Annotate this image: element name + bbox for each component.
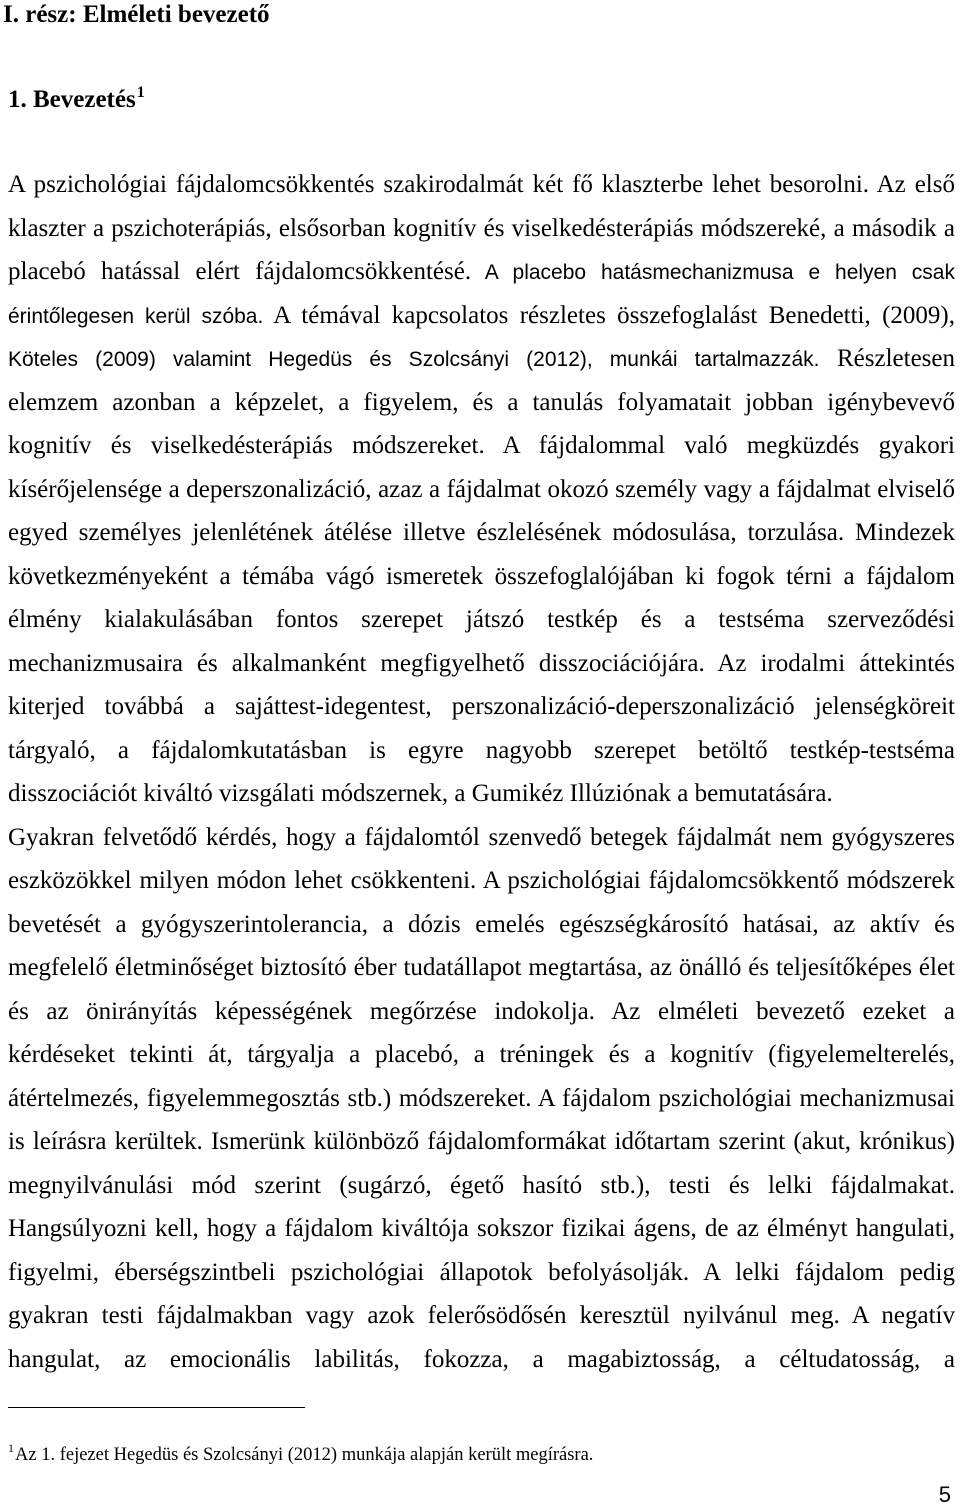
text-segment: mechanizmusaira és alkalmanként megfigyelhető disszociációjára. Az irodalmi áttekintés <box>8 649 955 677</box>
text-segment: A témával kapcsolatos részletes összefoglalást Benedetti, (2009), <box>263 301 955 329</box>
text-segment: gyakran testi fájdalmakban vagy azok felerősödősén keresztül nyilvánul meg. A negatív <box>8 1302 955 1329</box>
text-segment: A pszichológiai fájdalomcsökkentés szakirodalmát két fő klaszterbe lehet besorolni. Az első <box>8 171 955 198</box>
text-line <box>8 1077 955 1121</box>
text-line <box>8 1338 955 1382</box>
text-line <box>8 511 955 555</box>
text-line <box>8 946 955 990</box>
section-title-text: I. rész: Elméleti bevezető <box>3 1 270 28</box>
text-segment: A placebo hatásmechanizmusa e helyen csak <box>471 261 955 284</box>
text-line <box>8 685 955 729</box>
text-segment: disszociációt kiváltó vizsgálati módszernek, a Gumikéz Illúziónak a bemutatására. <box>8 780 833 807</box>
text-line <box>8 381 955 425</box>
footnote-mark: 1 <box>8 1441 14 1455</box>
text-segment: is leírásra kerültek. Ismerünk különböző fájdalomformákat időtartam szerint (akut, krónikus) <box>8 1128 955 1155</box>
text-segment: klaszter a pszichoterápiás, elsősorban kognitív és viselkedésterápiás módszereké, a második a <box>8 214 955 242</box>
footnote <box>8 1443 593 1467</box>
body-text <box>8 163 955 1383</box>
text-segment: Részletesen <box>819 345 955 372</box>
text-segment: Köteles (2009) valamint Hegedüs és Szolcsányi (2012), munkái tartalmazzák. <box>8 348 820 371</box>
text-line <box>8 468 955 512</box>
text-line <box>8 555 955 599</box>
text-segment: egyed személyes jelenlétének átélése illetve észlelésének módosulása, torzulása. Mindezek <box>8 519 955 546</box>
text-line <box>8 294 955 338</box>
text-segment: megfelelő életminőséget biztosító éber tudatállapot megtartása, az önálló és teljesítőképes élet <box>8 954 955 981</box>
text-segment: tárgyaló, a fájdalomkutatásban is egyre nagyobb szerepet betöltő testkép-testséma <box>8 736 955 764</box>
text-segment: élmény kialakulásában fontos szerepet játszó testkép és a testséma szerveződési <box>8 606 955 633</box>
text-segment: elemzem azonban a képzelet, a figyelem, és a tanulás folyamatait jobban igénybevevő <box>8 388 955 416</box>
text-segment: átértelmezés, figyelemmegosztás stb.) módszereket. A fájdalom pszichológiai mechanizmusai <box>8 1084 955 1112</box>
text-line <box>8 1294 955 1338</box>
text-line <box>8 207 955 251</box>
chapter-title-text: 1. Bevezetés <box>8 86 136 113</box>
footnote-text: Az 1. fejezet Hegedüs és Szolcsányi (2012) munkája alapján került megírásra. <box>15 1445 594 1465</box>
chapter-footnote-reference[interactable]: 1 <box>136 84 145 101</box>
text-segment: következményeként a témába vágó ismeretek összefoglalójában ki fogok térni a fájdalom <box>8 562 955 590</box>
page-number: 5 <box>938 1482 951 1507</box>
text-segment: kérdéseket tekinti át, tárgyalja a placebó, a tréningek és a kognitív (figyelemelterelés, <box>8 1041 955 1068</box>
text-line <box>8 903 955 947</box>
text-line <box>8 250 955 294</box>
text-line <box>8 1033 955 1077</box>
text-segment: és az önirányítás képességének megőrzése indokolja. Az elméleti bevezető ezeket a <box>8 997 955 1025</box>
text-line <box>8 729 955 773</box>
text-line <box>8 1120 955 1164</box>
text-segment: placebó hatással elért fájdalomcsökkentésé. <box>8 258 472 285</box>
text-segment: kísérőjelensége a deperszonalizáció, azaz a fájdalmat okozó személy vagy a fájdalmat elviselő <box>8 475 955 503</box>
text-line <box>8 772 955 816</box>
text-line <box>8 424 955 468</box>
text-segment: kognitív és viselkedésterápiás módszereket. A fájdalommal való megküzdés gyakori <box>8 432 955 459</box>
text-line <box>8 816 955 860</box>
text-line <box>8 859 955 903</box>
text-line <box>8 642 955 686</box>
text-segment: Gyakran felvetődő kérdés, hogy a fájdalomtól szenvedő betegek fájdalmát nem gyógyszeres <box>8 823 955 851</box>
text-segment: figyelmi, éberségszintbeli pszichológiai állapotok befolyásolják. A lelki fájdalom pedig <box>8 1258 955 1286</box>
text-line <box>8 163 955 207</box>
text-line <box>8 337 955 381</box>
text-segment: hangulat, az emocionális labilitás, fokozza, a magabiztosság, a céltudatosság, a <box>8 1345 955 1373</box>
text-segment: bevetését a gyógyszerintolerancia, a dózis emelés egészségkárosító hatásai, az aktív és <box>8 910 955 938</box>
text-line <box>8 990 955 1034</box>
text-line <box>8 1164 955 1208</box>
text-segment: érintőlegesen kerül szóba. <box>8 304 264 328</box>
text-line <box>8 1207 955 1251</box>
text-segment: eszközökkel milyen módon lehet csökkenteni. A pszichológiai fájdalomcsökkentő módszerek <box>8 867 955 894</box>
chapter-title <box>8 85 145 115</box>
text-line <box>8 1251 955 1295</box>
text-line <box>8 598 955 642</box>
text-segment: megnyilvánulási mód szerint (sugárzó, égető hasító stb.), testi és lelki fájdalmakat. <box>8 1171 955 1199</box>
text-segment: Hangsúlyozni kell, hogy a fájdalom kiváltója sokszor fizikai ágens, de az élményt hangulati, <box>8 1215 955 1242</box>
footnote-separator <box>8 1407 305 1408</box>
section-title <box>3 0 270 30</box>
text-segment: kiterjed továbbá a sajáttest-idegentest, perszonalizáció-deperszonalizáció jelenségköreit <box>8 693 955 720</box>
